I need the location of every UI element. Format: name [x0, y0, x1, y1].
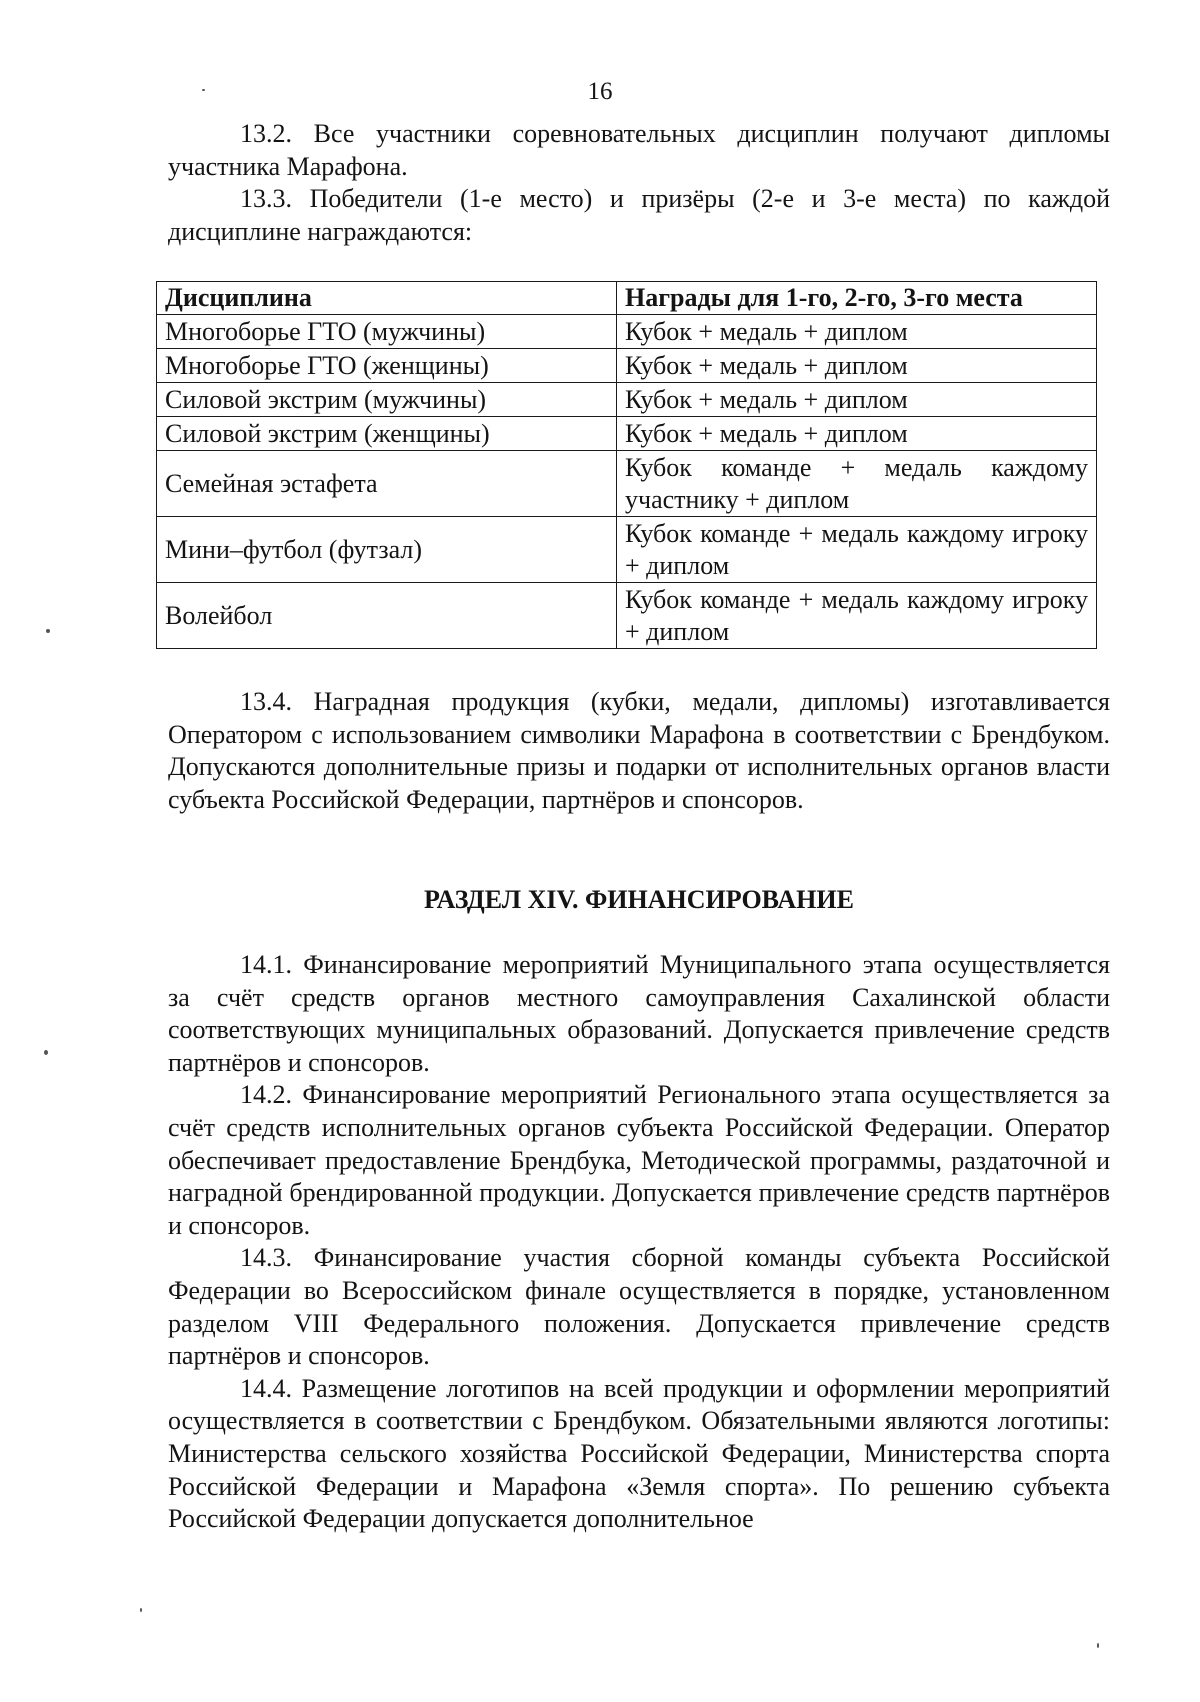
section-xiv-body [168, 949, 1110, 1536]
paragraph-14-1: 14.1. Финансирование мероприятий Муниципального этапа осуществляется за счёт средств органов местного самоуправления Сахалинской области соответствующих муниципальных образований. Допускается привлечение средств партнёров и спонсоров. [168, 950, 1110, 1077]
table-row [157, 451, 1097, 517]
award-cell: Кубок + медаль + диплом [617, 383, 1097, 417]
paragraph-14-4: 14.4. Размещение логотипов на всей продукции и оформлении мероприятий осуществляется в соответствии с Брендбуком. Обязательными являются логотипы: Министерства сельского хозяйства Российской Федерации, Министерства спорта Российской Федерации и Марафона «Земля спорта». По решению субъекта Российской Федерации допускается дополнительное [168, 1373, 1110, 1534]
scan-speck [202, 89, 205, 91]
header-awards: Награды для 1-го, 2-го, 3-го места [617, 282, 1097, 315]
discipline-cell: Многоборье ГТО (женщины) [157, 349, 617, 383]
paragraph-13-2: 13.2. Все участники соревновательных дисциплин получают дипломы участника Марафона. [168, 119, 1110, 181]
scan-speck [1097, 1643, 1099, 1648]
table-row [157, 517, 1097, 583]
discipline-cell: Силовой экстрим (мужчины) [157, 383, 617, 417]
table-row [157, 583, 1097, 649]
table-row [157, 383, 1097, 417]
page-number: 16 [587, 78, 613, 105]
paragraph-13-4-block [168, 686, 1110, 816]
paragraph-14-2: 14.2. Финансирование мероприятий Регионального этапа осуществляется за счёт средств исполнительных органов субъекта Российской Федерации. Оператор обеспечивает предоставление Брендбука, Методической программы, раздаточной и наградной брендированной продукции. Допускается привлечение средств партнёров и спонсоров. [168, 1080, 1110, 1240]
intro-block [168, 118, 1110, 248]
discipline-cell: Семейная эстафета [157, 451, 617, 517]
award-cell: Кубок команде + медаль каждому участнику + диплом [617, 451, 1097, 517]
awards-table [156, 281, 1097, 649]
paragraph-13-3: 13.3. Победители (1-е место) и призёры (2-е и 3-е места) по каждой дисциплине награждаются: [168, 184, 1110, 246]
award-cell: Кубок + медаль + диплом [617, 315, 1097, 349]
award-cell: Кубок + медаль + диплом [617, 417, 1097, 451]
table-row [157, 417, 1097, 451]
scan-speck [44, 1050, 48, 1055]
paragraph-13-4: 13.4. Наградная продукция (кубки, медали, дипломы) изготавливается Оператором с использованием символики Марафона в соответствии с Брендбуком. Допускаются дополнительные призы и подарки от исполнительных органов власти субъекта Российской Федерации, партнёров и спонсоров. [168, 687, 1110, 814]
discipline-cell: Волейбол [157, 583, 617, 649]
discipline-cell: Многоборье ГТО (мужчины) [157, 315, 617, 349]
discipline-cell: Силовой экстрим (женщины) [157, 417, 617, 451]
table-row [157, 315, 1097, 349]
table-row [157, 349, 1097, 383]
header-discipline: Дисциплина [157, 282, 617, 315]
award-cell: Кубок + медаль + диплом [617, 349, 1097, 383]
paragraph-14-3: 14.3. Финансирование участия сборной команды субъекта Российской Федерации во Всероссийском финале осуществляется в порядке, установленном разделом VIII Федерального положения. Допускается привлечение средств партнёров и спонсоров. [168, 1243, 1110, 1371]
table-header-row [157, 282, 1097, 315]
section-title: РАЗДЕЛ XIV. ФИНАНСИРОВАНИЕ [424, 885, 854, 914]
discipline-cell: Мини–футбол (футзал) [157, 517, 617, 583]
award-cell: Кубок команде + медаль каждому игроку + диплом [617, 517, 1097, 583]
scan-speck [46, 629, 50, 633]
scan-speck [140, 1608, 142, 1612]
award-cell: Кубок команде + медаль каждому игроку + диплом [617, 583, 1097, 649]
